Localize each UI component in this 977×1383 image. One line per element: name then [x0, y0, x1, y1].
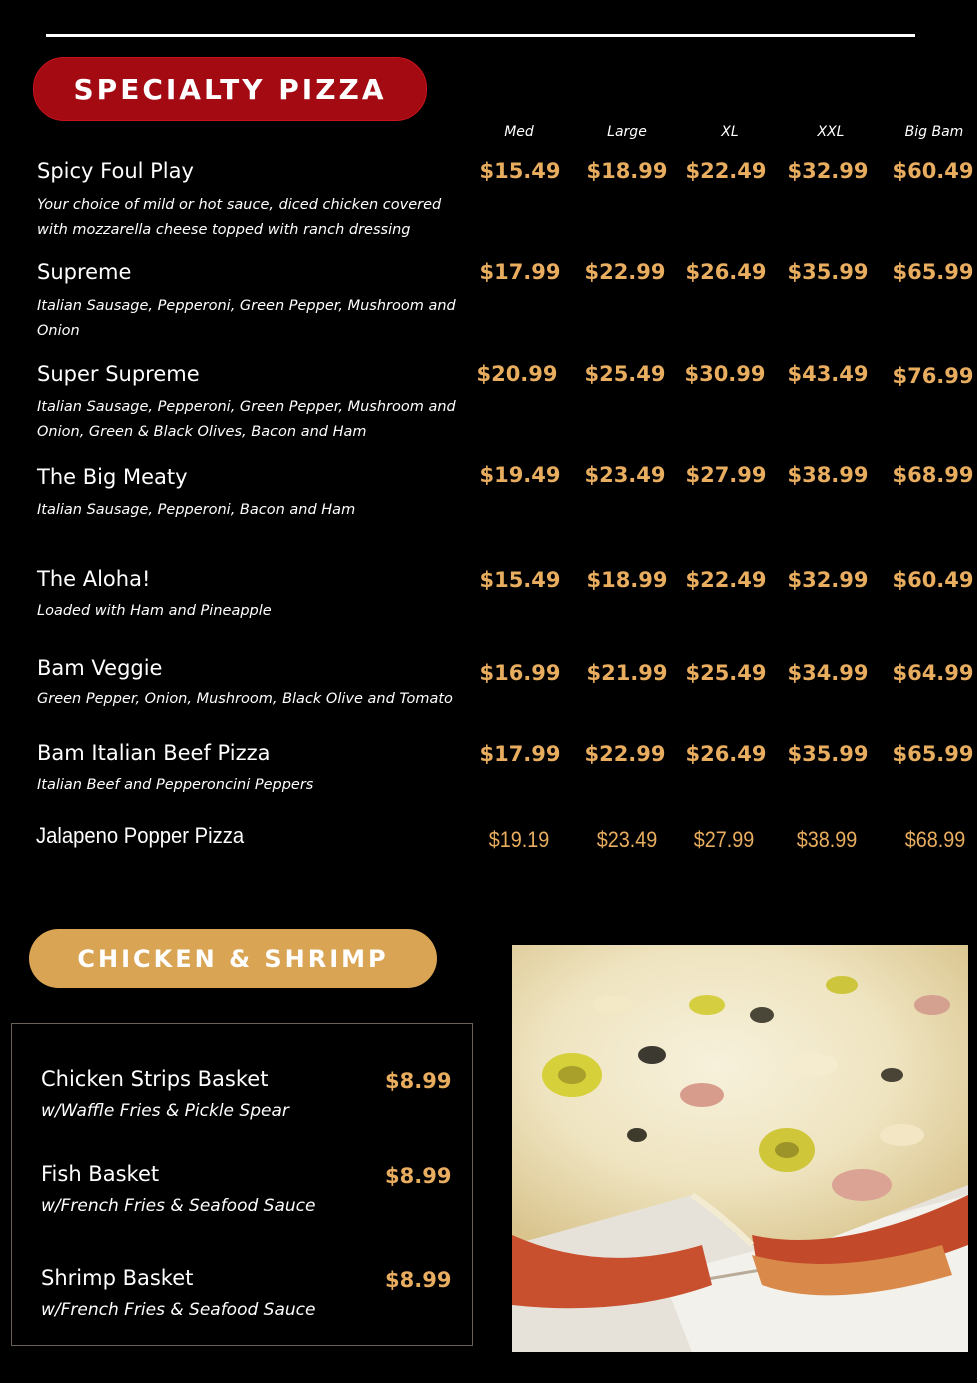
- pizza-description: Italian Beef and Pepperoncini Peppers: [37, 777, 314, 793]
- price-xl: $22.49: [685, 568, 767, 592]
- pizza-name: Bam Veggie: [37, 656, 163, 680]
- price-med: $17.99: [479, 260, 561, 284]
- pizza-description: Italian Sausage, Pepperoni, Bacon and Ham: [37, 502, 356, 518]
- price-xl: $30.99: [684, 362, 766, 386]
- price-med: $15.49: [479, 159, 561, 183]
- pizza-description: Green Pepper, Onion, Mushroom, Black Olive and Tomato: [37, 691, 453, 707]
- size-header-xl: XL: [721, 124, 739, 140]
- pizza-name: Jalapeno Popper Pizza: [36, 823, 245, 848]
- price-med: $16.99: [479, 661, 561, 685]
- price-large: $22.99: [584, 260, 666, 284]
- pizza-name: Supreme: [37, 260, 132, 284]
- top-divider: [46, 34, 915, 37]
- pizza-description: Loaded with Ham and Pineapple: [37, 603, 272, 619]
- price-xxl: $38.99: [787, 463, 869, 487]
- price-big-bam: $76.99: [892, 364, 974, 388]
- price-large: $18.99: [586, 159, 668, 183]
- price-xxl: $35.99: [787, 260, 869, 284]
- item-price: $8.99: [385, 1164, 452, 1188]
- size-header-big-bam: Big Bam: [904, 124, 964, 140]
- size-header-xxl: XXL: [817, 124, 845, 140]
- price-xxl: $32.99: [787, 159, 869, 183]
- price-big-bam: $64.99: [892, 661, 974, 685]
- price-xl: $22.49: [685, 159, 767, 183]
- pizza-photo: [512, 945, 968, 1352]
- price-med: $15.49: [479, 568, 561, 592]
- chicken-shrimp-header: CHICKEN & SHRIMP: [29, 929, 437, 988]
- size-header-large: Large: [607, 124, 647, 140]
- item-name: Shrimp Basket: [41, 1266, 194, 1290]
- price-xxl: $35.99: [787, 742, 869, 766]
- price-big-bam: $60.49: [892, 159, 974, 183]
- item-description: w/French Fries & Seafood Sauce: [41, 1300, 316, 1320]
- pizza-name: Spicy Foul Play: [37, 159, 194, 183]
- price-large: $23.49: [596, 827, 658, 852]
- price-xl: $27.99: [685, 463, 767, 487]
- pizza-description: Italian Sausage, Pepperoni, Green Pepper, Mushroom and Onion: [37, 298, 456, 339]
- price-med: $19.19: [488, 827, 550, 852]
- pizza-name: Super Supreme: [37, 362, 200, 386]
- price-xl: $27.99: [693, 827, 755, 852]
- price-xl: $26.49: [685, 260, 767, 284]
- item-price: $8.99: [385, 1069, 452, 1093]
- price-large: $22.99: [584, 742, 666, 766]
- price-large: $25.49: [584, 362, 666, 386]
- pizza-description: Your choice of mild or hot sauce, diced chicken covered with mozzarella cheese topped with ranch dressing: [37, 197, 442, 238]
- item-description: w/French Fries & Seafood Sauce: [41, 1196, 316, 1216]
- price-xl: $25.49: [685, 661, 767, 685]
- price-xxl: $43.49: [787, 362, 869, 386]
- price-big-bam: $65.99: [892, 742, 974, 766]
- specialty-pizza-header: SPECIALTY PIZZA: [33, 57, 427, 121]
- item-name: Chicken Strips Basket: [41, 1067, 269, 1091]
- price-med: $17.99: [479, 742, 561, 766]
- price-large: $18.99: [586, 568, 668, 592]
- item-name: Fish Basket: [41, 1162, 160, 1186]
- pizza-name: The Big Meaty: [37, 465, 188, 489]
- pizza-name: The Aloha!: [37, 567, 151, 591]
- chicken-shrimp-box: [11, 1023, 473, 1346]
- price-big-bam: $68.99: [892, 463, 974, 487]
- size-header-med: Med: [504, 124, 534, 140]
- pizza-name: Bam Italian Beef Pizza: [37, 741, 271, 765]
- price-med: $19.49: [479, 463, 561, 487]
- price-xxl: $34.99: [787, 661, 869, 685]
- item-description: w/Waffle Fries & Pickle Spear: [41, 1101, 289, 1121]
- price-med: $20.99: [476, 362, 558, 386]
- price-large: $21.99: [586, 661, 668, 685]
- price-big-bam: $60.49: [892, 568, 974, 592]
- price-big-bam: $68.99: [904, 827, 966, 852]
- item-price: $8.99: [385, 1268, 452, 1292]
- price-big-bam: $65.99: [892, 260, 974, 284]
- price-xl: $26.49: [685, 742, 767, 766]
- price-xxl: $32.99: [787, 568, 869, 592]
- pizza-illustration: [512, 945, 968, 1352]
- price-xxl: $38.99: [796, 827, 858, 852]
- pizza-description: Italian Sausage, Pepperoni, Green Pepper, Mushroom and Onion, Green & Black Olives, Bacon and Ham: [37, 399, 456, 440]
- price-large: $23.49: [584, 463, 666, 487]
